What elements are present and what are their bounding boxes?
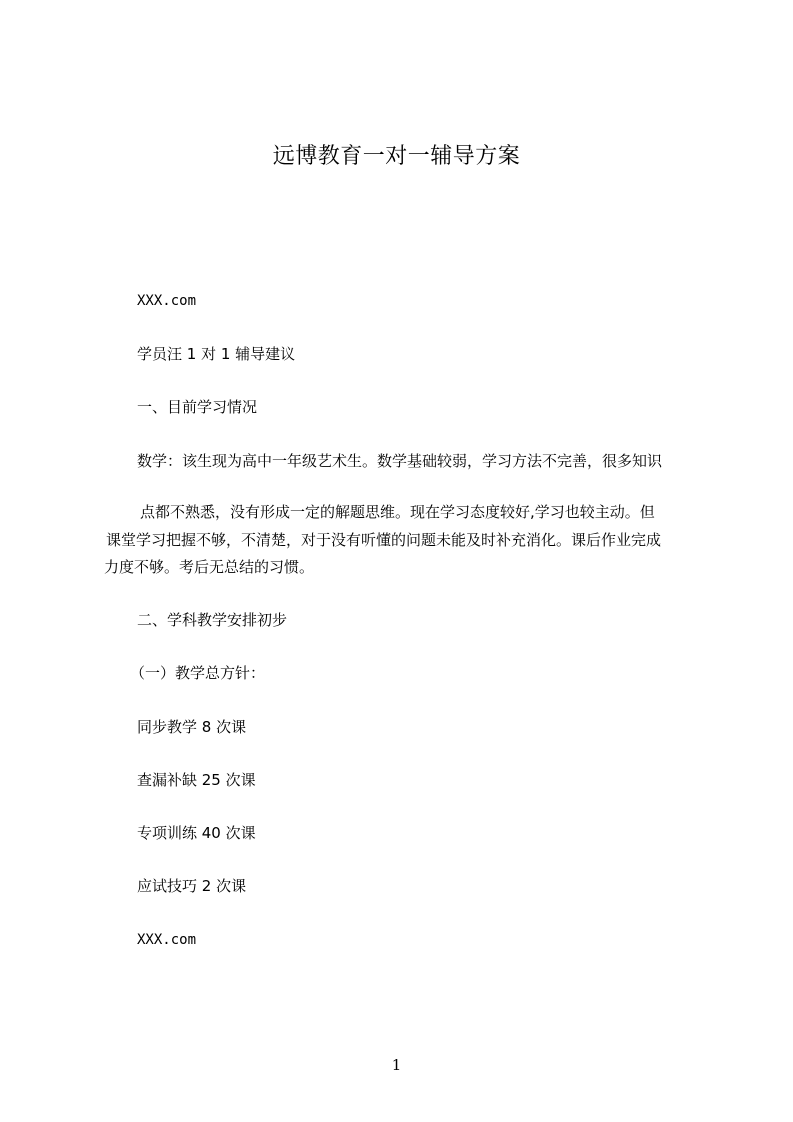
subtitle: 学员汪 1 对 1 辅导建议 <box>137 345 296 363</box>
document-title: 远博教育一对一辅导方案 <box>272 144 521 169</box>
section-heading-current-situation: 一、目前学习情况 <box>137 398 258 416</box>
page-number: 1 <box>391 1056 402 1074</box>
math-description-line: 课堂学习把握不够，不清楚，对于没有听懂的问题未能及时补充消化。课后作业完成 <box>106 530 662 549</box>
plan-item: 查漏补缺 25 次课 <box>137 771 256 789</box>
math-description-line: 力度不够。考后无总结的习惯。 <box>104 558 315 576</box>
footer-site: XXX.com <box>137 932 197 948</box>
plan-item: 同步教学 8 次课 <box>137 718 247 736</box>
math-description-line: 点都不熟悉，没有形成一定的解题思维。现在学习态度较好,学习也较主动。但 <box>140 503 655 521</box>
math-description-paragraph <box>104 499 704 582</box>
subsection-heading-general-policy: （一）教学总方针： <box>130 664 266 682</box>
math-description-line: 数学：该生现为高中一年级艺术生。数学基础较弱，学习方法不完善，很多知识 <box>137 452 663 470</box>
plan-item: 应试技巧 2 次课 <box>137 877 247 895</box>
plan-item: 专项训练 40 次课 <box>137 824 256 842</box>
header-site: XXX.com <box>137 293 197 309</box>
section-heading-teaching-plan: 二、学科教学安排初步 <box>137 611 288 629</box>
